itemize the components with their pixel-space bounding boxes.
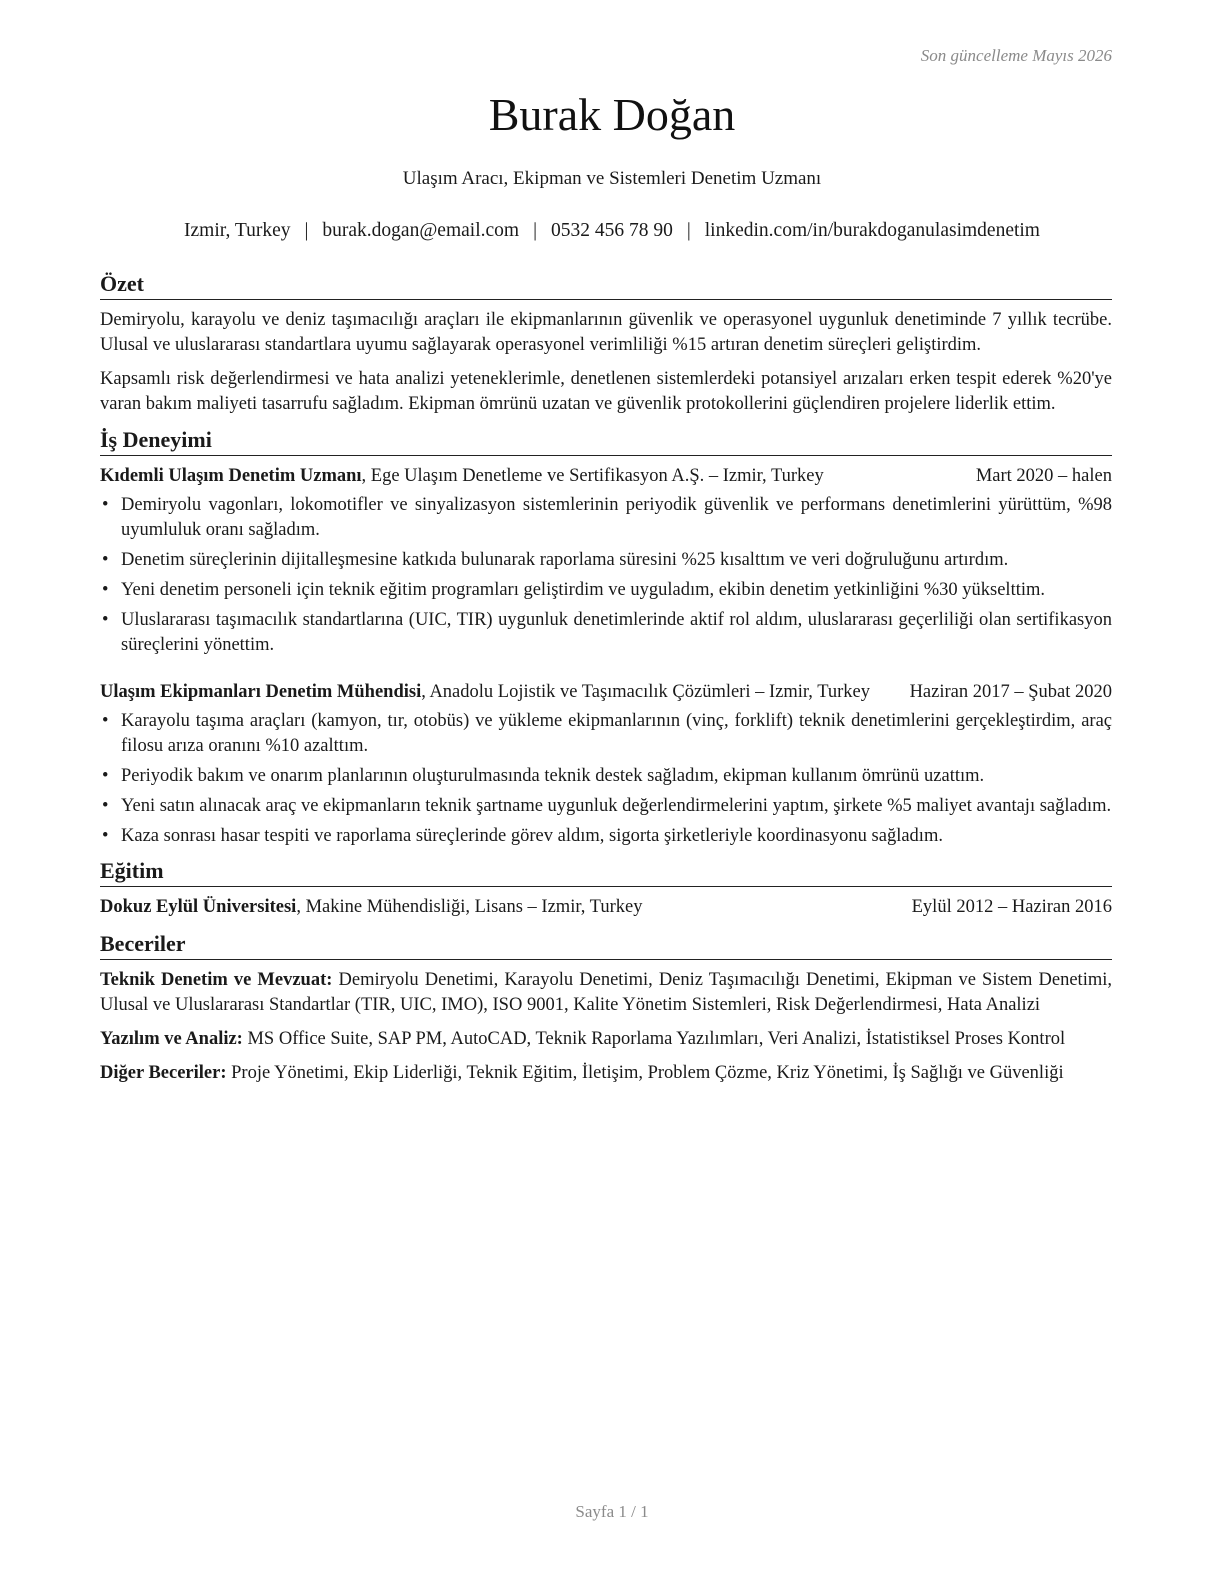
bullet-dot-icon: • bbox=[102, 826, 109, 846]
bullet-text: Yeni denetim personeli için teknik eğitim programları geliştirdim ve uyguladım, ekibin denetim yetkinliğini %30 yükselttim. bbox=[121, 580, 1045, 600]
skill-group-label: Teknik Denetim ve Mevzuat: bbox=[100, 970, 333, 990]
summary-paragraph: Demiryolu, karayolu ve deniz taşımacılığı araçları ile ekipmanlarının güvenlik ve operasyonel uygunluk denetiminde 7 yıllık tecrübe. Ulusal ve uluslararası standartlara uyumu sağlayarak operasyonel verimliliği %15 artıran denetim süreçleri geliştirdim. bbox=[100, 310, 1112, 355]
job-bullets bbox=[100, 493, 1112, 658]
bullet-item bbox=[100, 764, 1112, 789]
job-company: , Anadolu Lojistik ve Taşımacılık Çözümleri – Izmir, Turkey bbox=[421, 682, 870, 702]
skill-group-text: Proje Yönetimi, Ekip Liderliği, Teknik Eğitim, İletişim, Problem Çözme, Kriz Yönetimi, İş Sağlığı ve Güvenliği bbox=[226, 1063, 1064, 1083]
summary-paragraph: Kapsamlı risk değerlendirmesi ve hata analizi yeteneklerimle, denetlenen sistemlerdeki potansiyel arızaları erken tespit ederek %20'ye varan bakım maliyeti tasarrufu sağladım. Ekipman ömrünü uzatan ve güvenlik protokollerini güçlendiren projelere liderlik ettim. bbox=[100, 369, 1112, 414]
job-company: , Ege Ulaşım Denetleme ve Sertifikasyon A.Ş. – Izmir, Turkey bbox=[361, 466, 824, 486]
bullet-dot-icon: • bbox=[102, 766, 109, 786]
skill-group bbox=[100, 968, 1112, 1018]
section-title-skills: Beceriler bbox=[100, 930, 1112, 960]
education-line bbox=[100, 895, 912, 920]
bullet-text: Periyodik bakım ve onarım planlarının oluşturulmasında teknik destek sağladım, ekipman kullanım ömrünü uzattım. bbox=[121, 766, 985, 786]
job-bullets bbox=[100, 709, 1112, 849]
bullet-dot-icon: • bbox=[102, 495, 109, 515]
person-name: Burak Doğan bbox=[488, 89, 736, 140]
headline: Ulaşım Aracı, Ekipman ve Sistemleri Denetim Uzmanı bbox=[402, 168, 822, 189]
bullet-text: Kaza sonrası hasar tespiti ve raporlama süreçlerinde görev aldım, sigorta şirketleriyle koordinasyonu sağladım. bbox=[121, 826, 943, 846]
bullet-text: Uluslararası taşımacılık standartlarına (UIC, TIR) uygunluk denetimlerinde aktif rol aldım, uluslararası geçerliliği olan sertifikasyon süreçlerini yönettim. bbox=[121, 610, 1112, 655]
bullet-item bbox=[100, 794, 1112, 819]
contact-line bbox=[0, 220, 1224, 242]
contact-separator: | bbox=[304, 220, 309, 241]
education-degree: , Makine Mühendisliği, Lisans – Izmir, Turkey bbox=[296, 897, 643, 917]
last-updated: Son güncelleme Mayıs 2026 bbox=[920, 46, 1112, 65]
skill-group-text: MS Office Suite, SAP PM, AutoCAD, Teknik Raporlama Yazılımları, Veri Analizi, İstatistiksel Proses Kontrol bbox=[242, 1029, 1066, 1049]
education-entry bbox=[100, 895, 1112, 920]
job-role: Kıdemli Ulaşım Denetim Uzmanı bbox=[100, 466, 362, 486]
resume-content bbox=[100, 270, 1112, 1095]
contact-separator: | bbox=[686, 220, 691, 241]
bullet-item bbox=[100, 493, 1112, 543]
bullet-text: Denetim süreçlerinin dijitalleşmesine katkıda bulunarak raporlama süresini %25 kısalttım ve veri doğruluğunu artırdım. bbox=[121, 550, 1009, 570]
section-title-education: Eğitim bbox=[100, 857, 1112, 887]
bullet-text: Demiryolu vagonları, lokomotifler ve sinyalizasyon sistemlerinin periyodik güvenlik ve performans denetimlerini yürüttüm, %98 uyumluluk oranı sağladım. bbox=[121, 495, 1112, 540]
job-title-line bbox=[100, 464, 976, 489]
section-title-summary: Özet bbox=[100, 270, 1112, 300]
contact-location: Izmir, Turkey bbox=[184, 220, 291, 241]
contact-linkedin[interactable]: linkedin.com/in/burakdoganulasimdenetim bbox=[704, 220, 1040, 241]
bullet-dot-icon: • bbox=[102, 580, 109, 600]
contact-separator: | bbox=[533, 220, 537, 241]
bullet-dot-icon: • bbox=[102, 610, 109, 630]
contact-phone[interactable]: 0532 456 78 90 bbox=[550, 220, 673, 241]
bullet-item bbox=[100, 608, 1112, 658]
job-title-line bbox=[100, 680, 910, 705]
job-header bbox=[100, 464, 1112, 489]
bullet-text: Yeni satın alınacak araç ve ekipmanların teknik şartname uygunluk değerlendirmelerini yaptım, şirkete %5 maliyet avantajı sağladım. bbox=[121, 796, 1112, 816]
contact-email[interactable]: burak.dogan@email.com bbox=[322, 220, 520, 241]
skill-group-label: Diğer Beceriler: bbox=[100, 1063, 227, 1083]
page-number: Sayfa 1 / 1 bbox=[575, 1502, 649, 1521]
bullet-item bbox=[100, 824, 1112, 849]
job-dates: Haziran 2017 – Şubat 2020 bbox=[909, 682, 1112, 702]
bullet-item bbox=[100, 578, 1112, 603]
bullet-item bbox=[100, 548, 1112, 573]
bullet-item bbox=[100, 709, 1112, 759]
bullet-dot-icon: • bbox=[102, 550, 109, 570]
job-role: Ulaşım Ekipmanları Denetim Mühendisi bbox=[100, 682, 422, 702]
job-dates: Mart 2020 – halen bbox=[975, 466, 1112, 486]
skill-group-text: Demiryolu Denetimi, Karayolu Denetimi, Deniz Taşımacılığı Denetimi, Ekipman ve Sistem Denetimi, Ulusal ve Uluslararası Standartlar (TIR, UIC, IMO), ISO 9001, Kalite Yönetim Sistemleri, Risk Değerlendirmesi, Hata Analizi bbox=[100, 970, 1112, 1015]
bullet-dot-icon: • bbox=[102, 711, 109, 731]
skill-group-label: Yazılım ve Analiz: bbox=[100, 1029, 243, 1049]
job-header bbox=[100, 680, 1112, 705]
education-school: Dokuz Eylül Üniversitesi bbox=[100, 897, 297, 917]
education-dates: Eylül 2012 – Haziran 2016 bbox=[911, 897, 1112, 917]
bullet-dot-icon: • bbox=[102, 796, 109, 816]
skill-group bbox=[100, 1027, 1112, 1052]
bullet-text: Karayolu taşıma araçları (kamyon, tır, otobüs) ve yükleme ekipmanlarının (vinç, forklift) teknik denetimlerini gerçekleştirdim, araç filosu arıza oranını %10 azalttım. bbox=[121, 711, 1112, 756]
section-title-experience: İş Deneyimi bbox=[100, 426, 1112, 456]
skill-group bbox=[100, 1061, 1112, 1086]
